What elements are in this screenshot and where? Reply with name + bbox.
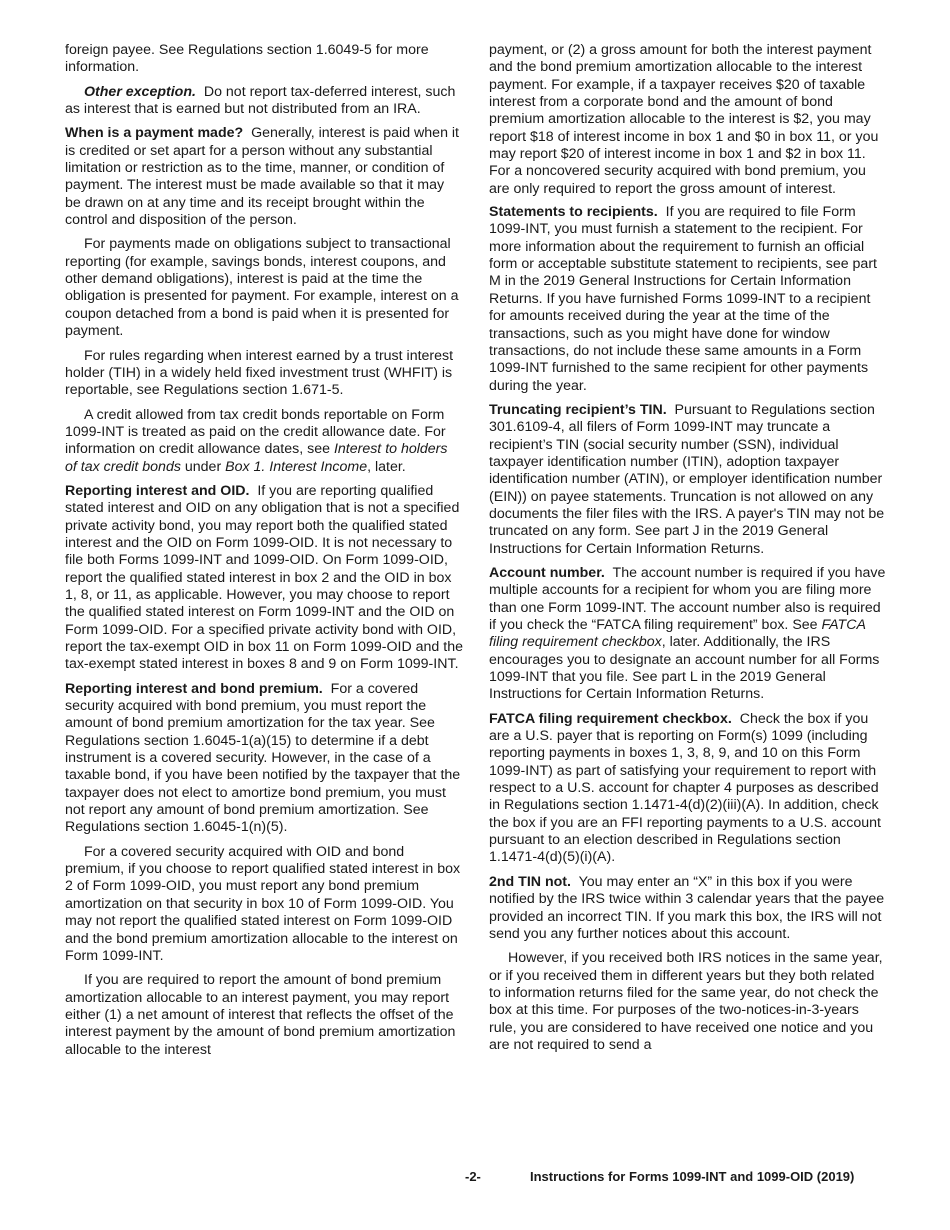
paragraph-text: foreign payee. See Regulations section 1.6049-5 for more information. [65, 42, 429, 76]
heading-reporting-bond-premium: Reporting interest and bond premium. [65, 680, 323, 697]
paragraph-whfit [65, 348, 463, 400]
paragraph-foreign-payee [65, 42, 463, 77]
section-fatca-checkbox [489, 711, 887, 867]
paragraph-text: A credit allowed from tax credit bonds reportable on Form 1099-INT is treated as paid on the credit allowance date. For information on credit allowance dates, see [65, 406, 446, 458]
paragraph-text: If you are required to report the amount of bond premium amortization allocable to an interest payment, you may report either (1) a net amount of interest that reflects the offset of the interest payment by the amount of bond premium amortization allocable to the interest [65, 972, 456, 1058]
section-account-number [489, 565, 887, 704]
paragraph-covered-security-oid [65, 844, 463, 965]
paragraph-text: For payments made on obligations subject to transactional reporting (for example, savings bonds, interest coupons, and other demand obligations), interest is paid at the time the obligation is presented for payment. For example, interest on a coupon detached from a bond is paid when it is presented for payment. [65, 236, 459, 340]
heading-account-number: Account number. [489, 564, 605, 581]
section-statements-to-recipients [489, 204, 887, 395]
paragraph-text: For a covered security acquired with bond premium, you must report the amount of bond premium amortization for the tax year. See Regulations section 1.6045-1(a)(15) to determine if a debt instrument is a covered security. However, in the case of a taxable bond, if you have been notified by the taxpayer that the taxpayer does not elect to amortize bond premium, you must not report any amount of bond premium amortization. See Regulations section 1.6045-1(n)(5). [65, 680, 461, 836]
paragraph-continued-example [489, 42, 887, 198]
paragraph-text: Check the box if you are a U.S. payer that is reporting on Form(s) 1099 (including reporting payments in boxes 1, 3, 8, 9, and 10 on this Form 1099-INT) as part of satisfying your requirement to report with respect to a U.S. account for chapter 4 purposes as described in Regulations section 1.1471-4(d)(2)(iii)(A). In addition, check the box if you are an FFI reporting payments to a U.S. account pursuant to an election described in Regulations section 1.1471-4(d)(5)(i)(A). [489, 710, 881, 866]
cross-reference: Interest to holders of tax credit bonds [65, 441, 448, 475]
paragraph-text: However, if you received both IRS notices in the same year, or if you received them in different years but they both related to information returns filed for the same year, do not check the box at this time. For purposes of the two-notices-in-3-years rule, you are considered to have received one notice and you are not required to send a [489, 950, 883, 1053]
paragraph-text: , later. [367, 458, 406, 475]
paragraph-text: under [184, 458, 222, 475]
paragraph-text: You may enter an “X” in this box if you were notified by the IRS twice within 3 calendar years that the payee provided an incorrect TIN. If you mark this box, the IRS will not send you any further notices about this account. [489, 873, 885, 942]
heading-truncating-tin: Truncating recipient’s TIN. [489, 401, 667, 418]
page-number: -2- [465, 1169, 481, 1184]
right-column [489, 42, 887, 1061]
paragraph-text: The account number is required if you have multiple accounts for a recipient for whom you are filing more than one Form 1099-INT. The account number also is required if you check the “FATCA filing requirement” box. See [489, 564, 886, 633]
section-other-exception [65, 84, 463, 119]
document-title: Instructions for Forms 1099-INT and 1099-OID (2019) [530, 1169, 855, 1184]
paragraph-two-notices-rule [489, 950, 887, 1054]
paragraph-text: Do not report tax-deferred interest, such as interest that is earned but not distributed from an IRA. [65, 83, 456, 118]
paragraph-transactional-reporting [65, 236, 463, 340]
heading-other-exception: Other exception. [84, 83, 196, 100]
section-2nd-tin-not [489, 874, 887, 943]
cross-reference: FATCA filing requirement checkbox [489, 617, 866, 651]
paragraph-text: If you are reporting qualified stated interest and OID on any obligation that is not a specified private activity bond, you may report both the qualified stated interest and the OID on Form 1099-OID. It is not necessary to file both Forms 1099-INT and 1099-OID. On Form 1099-OID, report the qualified stated interest in box 2 and the OID in box 1, 8, or 11, as applicable. However, you may choose to report the qualified stated interest on Form 1099-INT and the OID on Form 1099-OID. For a specified private activity bond with OID, report the tax-exempt OID in box 11 on Form 1099-OID and the tax-exempt stated interest in boxes 8 and 9 on Form 1099-INT. [65, 482, 463, 673]
paragraph-net-or-gross-amount [65, 972, 463, 1059]
left-column [65, 42, 463, 1066]
heading-reporting-interest-oid: Reporting interest and OID. [65, 482, 250, 499]
paragraph-text: , later. Additionally, the IRS encourages you to designate an account number for all Forms 1099-INT that you file. See part L in the 2019 General Instructions for Certain Information Returns. [489, 634, 880, 703]
heading-when-is-payment-made: When is a payment made? [65, 125, 244, 142]
heading-2nd-tin-not: 2nd TIN not. [489, 873, 571, 890]
cross-reference: Box 1. Interest Income [225, 458, 368, 475]
paragraph-text: For rules regarding when interest earned by a trust interest holder (TIH) in a widely held fixed investment trust (WHFIT) is reportable, see Regulations section 1.671-5. [65, 347, 454, 399]
section-reporting-bond-premium [65, 681, 463, 837]
paragraph-text: payment, or (2) a gross amount for both the interest payment and the bond premium amortization allocable to the interest payment. For example, if a taxpayer receives $20 of taxable interest from a corporate bond and the amount of bond premium amortization allocable to the interest is $2, you may report $18 of interest income in box 1 and $0 in box 11, or you may report $20 of interest income in box 1 and $2 in box 11. For a noncovered security acquired with bond premium, you are only required to report the gross amount of interest. [489, 42, 879, 197]
paragraph-text: Generally, interest is paid when it is credited or set apart for a person without any substantial limitation or restriction as to the time, manner, or condition of payment. The interest must be made available so that it may be drawn on at any time and its receipt brought within the control and disposition of the person. [65, 125, 459, 229]
section-reporting-interest-oid [65, 483, 463, 674]
paragraph-text: If you are required to file Form 1099-INT, you must furnish a statement to the recipient. For more information about the requirement to furnish an official form or acceptable substitute statement to recipients, see part M in the 2019 General Instructions for Certain Information Returns. If you have furnished Forms 1099-INT to a recipient for amounts received during the year at the time of the transactions, such as you might have done for window transactions, do not include these same amounts in a Form 1099-INT furnished to the same recipient for other payments during the year. [489, 204, 877, 394]
paragraph-tax-credit-bonds [65, 407, 463, 476]
section-when-is-payment-made [65, 125, 463, 229]
paragraph-text: Pursuant to Regulations section 301.6109-4, all filers of Form 1099-INT may truncate a recipient’s TIN (social security number (SSN), individual taxpayer identification number (ITIN), adoption taxpayer identification number (ATIN), or employer identification number (EIN)) on payee statements. Truncation is not allowed on any documents the filer files with the IRS. A payer's TIN may not be truncated on any form. See part J in the 2019 General Instructions for Certain Information Returns. [489, 401, 885, 557]
heading-statements-to-recipients: Statements to recipients. [489, 204, 658, 221]
heading-fatca-checkbox: FATCA filing requirement checkbox. [489, 710, 732, 727]
paragraph-text: For a covered security acquired with OID and bond premium, if you choose to report qualified stated interest in box 2 of Form 1099-OID, you must report any bond premium amortization on that security in box 10 of Form 1099-OID. You may not report the qualified stated interest on Form 1099-OID and the bond premium amortization allocable to the interest on Form 1099-INT. [65, 843, 461, 964]
section-truncating-tin [489, 402, 887, 558]
